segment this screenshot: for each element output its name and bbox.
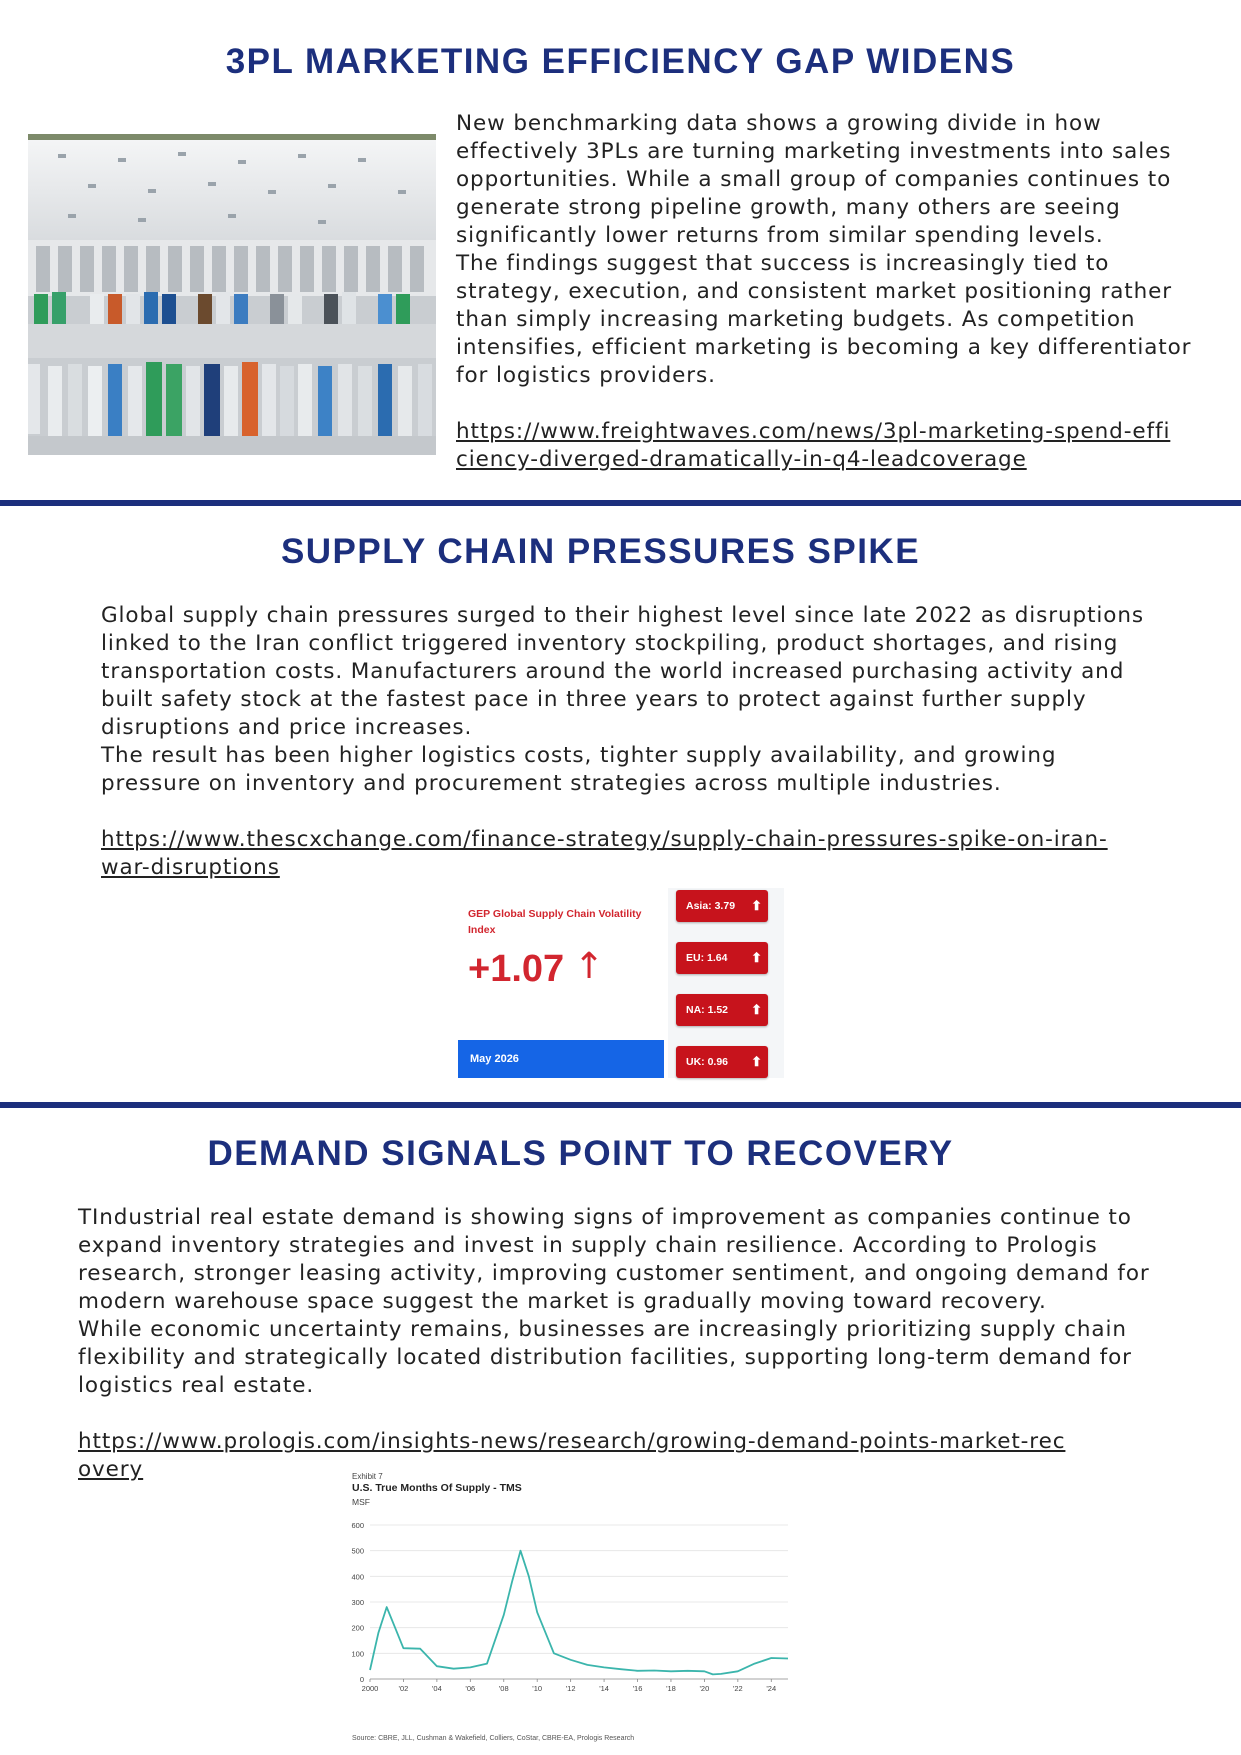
article3-body [78, 1204, 1158, 1400]
chart-xtick-label: '10 [532, 1684, 543, 1693]
region-badge-na [676, 994, 768, 1026]
index-title: GEP Global Supply Chain Volatility Index [468, 908, 642, 936]
article2-paragraph2: The result has been higher logistics costs, tighter supply availability, and growing pressure on inventory and procurement strategies across multiple industries. [101, 743, 1057, 796]
up-arrow-icon: ⬆ [751, 1002, 762, 1017]
region-badge-uk [676, 1046, 768, 1078]
section-divider [0, 1102, 1241, 1108]
chart-series-line [370, 1551, 788, 1675]
chart-xtick-label: 2000 [361, 1684, 379, 1693]
chart-ylabel: MSF [352, 1497, 370, 1507]
region-badge-asia [676, 890, 768, 922]
chart-exhibit: Exhibit 7 [352, 1472, 383, 1481]
section-divider [0, 500, 1241, 506]
chart-ytick-label: 100 [351, 1649, 364, 1659]
article1-body [456, 110, 1211, 390]
chart-xtick-label: '20 [699, 1684, 710, 1693]
article3-link[interactable]: https://www.prologis.com/insights-news/research/growing-demand-points-market-recovery [78, 1429, 1066, 1482]
region-badge-eu [676, 942, 768, 974]
article2-paragraph1: Global supply chain pressures surged to their highest level since late 2022 as disruptions linked to the Iran conflict triggered inventory stockpiling, product shortages, and rising transportation costs. Manufacturers around the world increased purchasing activity and built safety stock at the fastest pace in three years to protect against further supply disruptions and price increases. [101, 603, 1144, 740]
chart-xtick-label: '14 [599, 1684, 609, 1693]
article1-paragraph1: New benchmarking data shows a growing divide in how effectively 3PLs are turning marketing investments into sales opportunities. While a small group of companies continues to generate strong pipeline growth, many others are seeing significantly lower returns from similar spending levels. [456, 111, 1172, 248]
region-label: Asia: 3.79 [686, 900, 736, 912]
up-arrow-icon: ↑ [574, 946, 605, 987]
region-label: NA: 1.52 [686, 1004, 729, 1016]
tms-chart [340, 1462, 900, 1746]
article3-paragraph2: While economic uncertainty remains, businesses are increasingly prioritizing supply chain flexibility and strategically located distribution facilities, supporting long-term demand for logistics real estate. [78, 1317, 1132, 1398]
region-label: UK: 0.96 [686, 1056, 729, 1068]
headline-3pl: 3PL MARKETING EFFICIENCY GAP WIDENS [225, 42, 1016, 81]
headline-supply-chain: SUPPLY CHAIN PRESSURES SPIKE [280, 532, 921, 571]
chart-xtick-label: '08 [498, 1684, 509, 1693]
chart-xtick-label: '02 [398, 1684, 409, 1693]
index-summary [456, 888, 664, 1078]
article1-paragraph2: The findings suggest that success is increasingly tied to strategy, execution, and consistent market positioning rather than simply increasing marketing budgets. As competition intensifies, efficient marketing is becoming a key differentiator for logistics providers. [456, 251, 1192, 388]
chart-xtick-label: '18 [666, 1684, 676, 1693]
chart-ytick-label: 500 [351, 1546, 364, 1556]
up-arrow-icon: ⬆ [751, 898, 762, 913]
chart-xtick-label: '24 [766, 1684, 777, 1693]
region-list [668, 888, 784, 1078]
chart-xtick-label: '22 [732, 1684, 743, 1693]
chart-xtick-label: '16 [632, 1684, 643, 1693]
article3-paragraph1: TIndustrial real estate demand is showing signs of improvement as companies continue to expand inventory strategies and invest in supply chain resilience. According to Prologis research, stronger leasing activity, improving customer sentiment, and ongoing demand for modern warehouse space suggest the market is gradually moving toward recovery. [78, 1205, 1150, 1314]
chart-ytick-label: 200 [351, 1623, 364, 1633]
region-label: EU: 1.64 [686, 952, 728, 964]
headline-demand-signals: DEMAND SIGNALS POINT TO RECOVERY [207, 1134, 954, 1173]
chart-ytick-label: 0 [359, 1675, 364, 1684]
warehouse-photo [28, 134, 436, 455]
chart-xtick-label: '06 [465, 1684, 476, 1693]
up-arrow-icon: ⬆ [751, 950, 762, 965]
article1-link[interactable]: https://www.freightwaves.com/news/3pl-marketing-spend-efficiency-diverged-dramatically-in-q4-leadcoverage [456, 419, 1171, 472]
chart-title: U.S. True Months Of Supply - TMS [352, 1482, 522, 1494]
chart-ytick-label: 400 [351, 1572, 364, 1582]
volatility-index-card [456, 888, 786, 1080]
chart-ytick-label: 300 [351, 1598, 364, 1607]
chart-ytick-label: 600 [351, 1521, 364, 1530]
chart-xtick-label: '12 [565, 1684, 576, 1693]
chart-source: Source: CBRE, JLL, Cushman & Wakefield, Colliers, CoStar, CBRE-EA, Prologis Research [352, 1735, 635, 1742]
article2-link[interactable]: https://www.thescxchange.com/finance-strategy/supply-chain-pressures-spike-on-iran-war-disruptions [101, 827, 1108, 880]
index-value: +1.07 [468, 948, 565, 990]
up-arrow-icon: ⬆ [751, 1054, 762, 1069]
index-month: May 2026 [458, 1040, 664, 1078]
article2-body [101, 602, 1151, 798]
chart-xtick-label: '04 [431, 1684, 442, 1693]
